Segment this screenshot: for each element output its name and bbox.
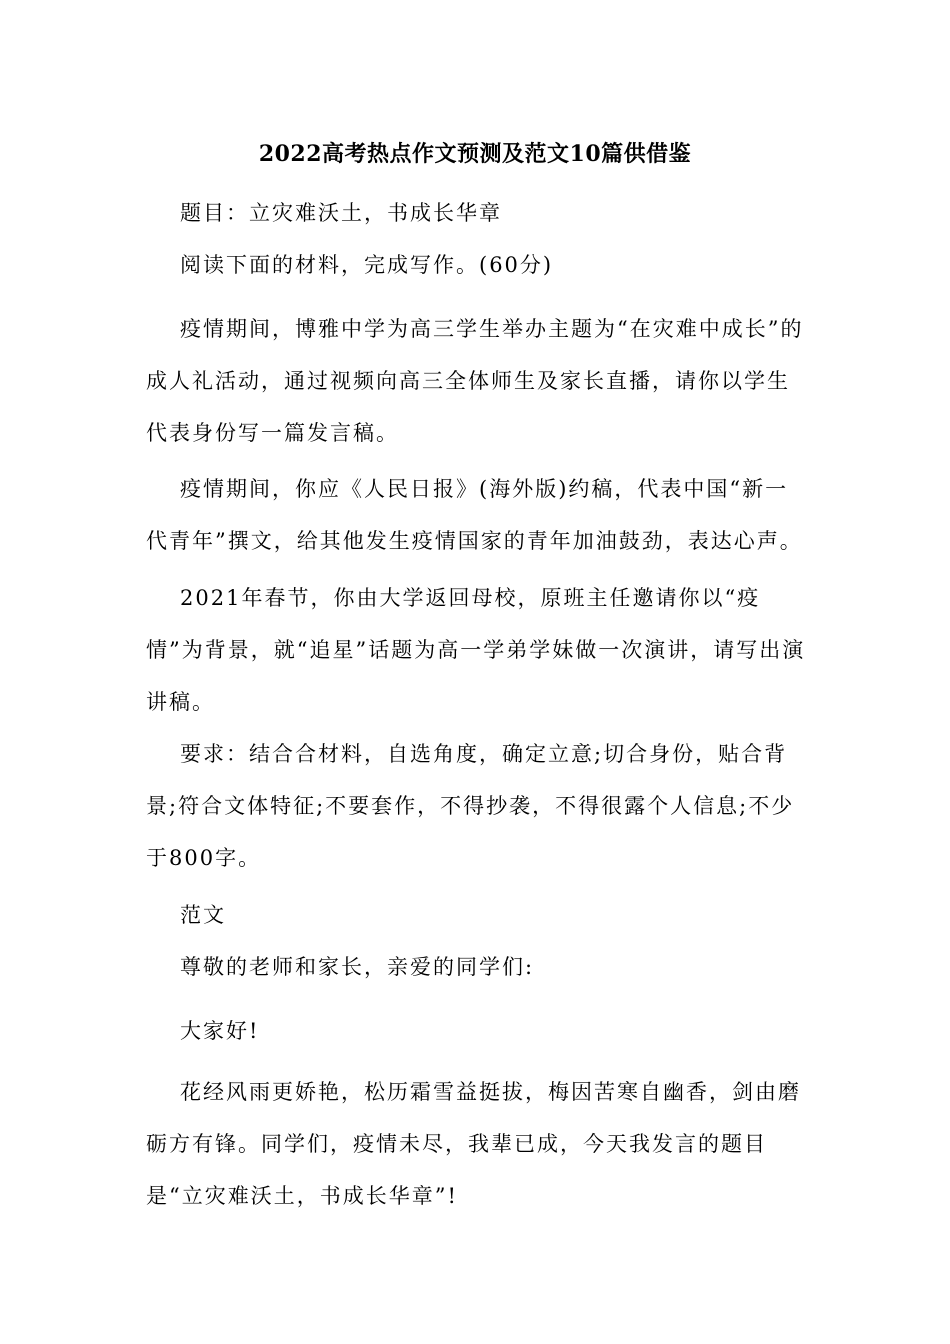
body-paragraph-1: 花经风雨更娇艳，松历霜雪益挺拔，梅因苦寒自幽香，剑由磨砺方有锋。同学们，疫情未尽，我辈已成，今天我发言的题目是“立灾难沃土，书成长华章”! bbox=[146, 1080, 801, 1208]
material-paragraph-1: 疫情期间，博雅中学为高三学生举办主题为“在灾难中成长”的成人礼活动，通过视频向高三全体师生及家长直播，请你以学生代表身份写一篇发言稿。 bbox=[146, 317, 804, 445]
salutation-paragraph: 尊敬的老师和家长，亲爱的同学们: bbox=[180, 955, 535, 979]
sample-label: 范文 bbox=[180, 903, 226, 927]
requirements-paragraph: 要求：结合合材料，自选角度，确定立意;切合身份，贴合背景;符合文体特征;不要套作，不得抄袭，不得很露个人信息;不少于800字。 bbox=[146, 742, 795, 870]
instruction-paragraph: 阅读下面的材料，完成写作。(60分) bbox=[180, 253, 554, 277]
material-paragraph-3: 2021年春节，你由大学返回母校，原班主任邀请你以“疫情”为背景，就“追星”话题为高一学弟学妹做一次演讲，请写出演讲稿。 bbox=[146, 586, 806, 714]
document-title: 2022高考热点作文预测及范文10篇供借鉴 bbox=[258, 141, 692, 167]
material-paragraph-2: 疫情期间，你应《人民日报》(海外版)约稿，代表中国“新一代青年”撰文，给其他发生疫情国家的青年加油鼓劲，表达心声。 bbox=[146, 477, 803, 553]
hello-paragraph: 大家好! bbox=[180, 1019, 260, 1043]
topic-paragraph: 题目：立灾难沃土，书成长华章 bbox=[180, 201, 502, 225]
